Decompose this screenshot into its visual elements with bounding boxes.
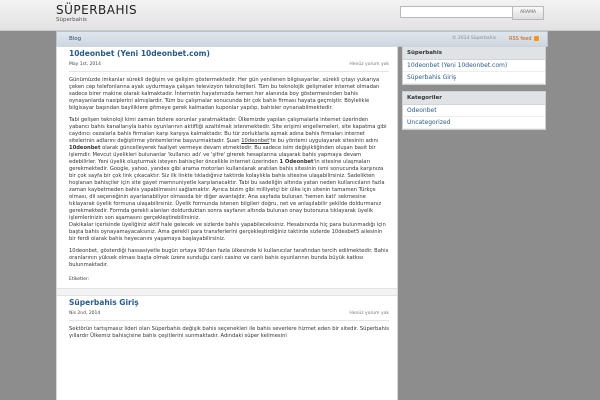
site-title[interactable]: SÜPERBAHIS [56,3,138,17]
sidebar [402,46,546,400]
post-meta [69,59,389,71]
sidebar-item-superbahis-giris[interactable]: Süperbahis Giriş [403,72,545,84]
site-header [0,0,600,31]
sidebar-item-uncategorized[interactable]: Uncategorized [403,117,545,129]
post-paragraph: Günümüzde imkanlar sürekli değişim ve gelişim göstermektedir. Her gün yenilenen bilgisayarlar, sürekli çıtayı yukarıya çeken cep telefonlarına ayak uydurmaya çalışan televizyon teknolojileri. Tüm bu teknolojik gelişmeler internet olmadan sadece birer makine olarak kalmaktadır. İnternetin hayatımızda hemen her alanında boy göstermesinden bahis oynayanlarda nasiplerini almışlardır. Tüm bu çalışmalar sonucunda bir çok bahis firması hayata geçmiştir. Böylelikle bilgisayar başından bayiliklere gitmeye gerek kalmadan kuponlar yapılıp, bahisler oynanabilmektedir. [69,77,380,111]
rss-icon [534,36,539,41]
post-separator [57,288,397,296]
rss-feed-link[interactable] [509,32,539,46]
widget-recent-posts [402,46,546,85]
bold-text: 1 Odeonbet [279,159,314,165]
post-title[interactable]: Süperbahis Giriş [69,298,139,307]
post-tags: Etiketler: [69,277,90,282]
post [57,298,397,340]
post-paragraph: Tabi gelişen teknoloji kimi zaman bizlere sorunlar yaratmaktadır. Ülkemizde yapılan çalışmalarla internet üzerinden yabancı bahis kanallarıyla bahis oyunlarının aktifliği azaltılmak istenmektedir. Site erişimi engellemeleri, site kapatma gibi caydırıcı cezalarla bahis firmaları karşı karşıya kalmaktadır. Bu tür zorluklarla aşmak adına bahis firmaları internet sitelerinin adlarını değiştirme yöntemlerine başvurmaktadır. Şuan 10deonbet'te bu yöntemi uygulayarak sitesinin adını 10deonbet olarak güncelleyerek faaliyet vermeye devam etmektedir. Bu sadece isim değişikliğinden oluşan basit bir işlemdir. Mevcut üyelikleri bulunanlar 'kullanıcı adı' ve 'şifre' girerek hesaplarına ulaşarak bahis yapmaya devam edebilirler. Yeni üyelik oluşturmak isteyen bahisçiler öncelikle internet üzerinden 1 Odeonbet'in sitesine ulaşmaları gerekmektedir. Google, yahoo, yandex gibi arama motorları kullanılarak aratılan bahis sitesinin ismi sonucunda karşınıza bir çok sayfa bir çok link çıkacaktır. Siz ilk linkte tıkladığınız taktirde kolaylıkla bahis sitesine ulaşabilirsiniz. Sadelikten hoşlanan bahisçiler için site gayet memnuniyetle karşılanacaktır. Tabi bu sadeliğin altında yatan neden kullanıcıların fazla zaman kaybetmeden bahis yapabilmesini sağlamaktır. Ayrıca bizim gibi milliyetçi bir ülke için sitenin tamamen Türkçe olması, dil seçeneğinin ayarlanabiliyor olmasıda bir diğer avantajdır. Ana sayfada bulunan 'hemen kati' sekmesine tıklayarak üyelik formuna ulaşabilirsiniz. Üyelik formunda istenen bilgileri doğru, net ve anlaşılabilir şekilde doldurmanız gerekmektedir. Formda gerekli alanları doldurduktan sonra sayfanın altında bulunan onay butonuna tıklayarak üyelik işlemlerinizin son aşamasını gerçekleştirebilirsiniz. Dakikalar içerisinde üyeliğiniz aktif hale gelecek ve sizlerde bahis yapabileceksiniz. Hesabınızda hiç para bulunmadığı için başta bahis oynayamayacaksınız. Ama gerekli para transferlerini gerçekleştirdiğiniz taktirde sizlerde 10desbet5 ailesinin bir ferdi olarak bahis heyecanını yaşamaya başlayabilirsiniz. [69,117,387,242]
post-date: Nis 2nd, 2014 [69,311,101,316]
site-tagline: Süperbahis [56,17,87,23]
search-input[interactable] [400,6,514,18]
nav-bar [56,31,548,47]
divider [69,71,389,72]
post-meta [69,308,389,320]
widget-title: Kategoriler [403,92,545,105]
search-button[interactable]: ARAMA [512,6,544,20]
tab-blog[interactable]: Blog [69,36,82,42]
divider [69,320,389,321]
rss-label: RSS feed [509,36,532,42]
sidebar-item-10deonbet[interactable]: 10deonbet (Yeni 10deonbet.com) [403,60,545,72]
widget-title: Süperbahis [403,47,545,60]
bold-text: 10deonbet [69,145,101,151]
post-title[interactable]: 10deonbet (Yeni 10deonbet.com) [69,49,210,58]
widget-categories [402,91,546,130]
copyright-text: © 2014 Süperbahis [452,36,497,41]
post-comments-link[interactable]: Henüz yorum yok [349,62,389,67]
post-date: May 1st, 2014 [69,62,102,67]
post-paragraph: Sektörün tartışmasız lideri olan Süperbahis değişik bahis seçenekleri ile bahis severlere hizmet eden bir sitedir. Süperbahis yıllardır Ülkemiz bahisçisine bahis çeşitlerini sunmaktadır. Adındaki süper kelimesini [69,326,389,339]
post-paragraph: 10deonbet, gösterdiği hassasiyetle bugün ortaya 90'dan fazla ülkesinde ki kullanıcılar tarafından tercih edilmektedir. Bahis oranlarının yüksek olması başta olmak üzere sunduğu canlı casino ve canlı bahis oyunlarının bunda büyük katkısı bulunmaktadır. [69,248,389,268]
inline-link[interactable]: 10deonbet [241,138,270,144]
main-content [56,46,398,400]
post [57,49,397,296]
post-comments-link[interactable]: Henüz yorum yok [349,311,389,316]
sidebar-item-odeonbet[interactable]: Odeonbet [403,105,545,117]
